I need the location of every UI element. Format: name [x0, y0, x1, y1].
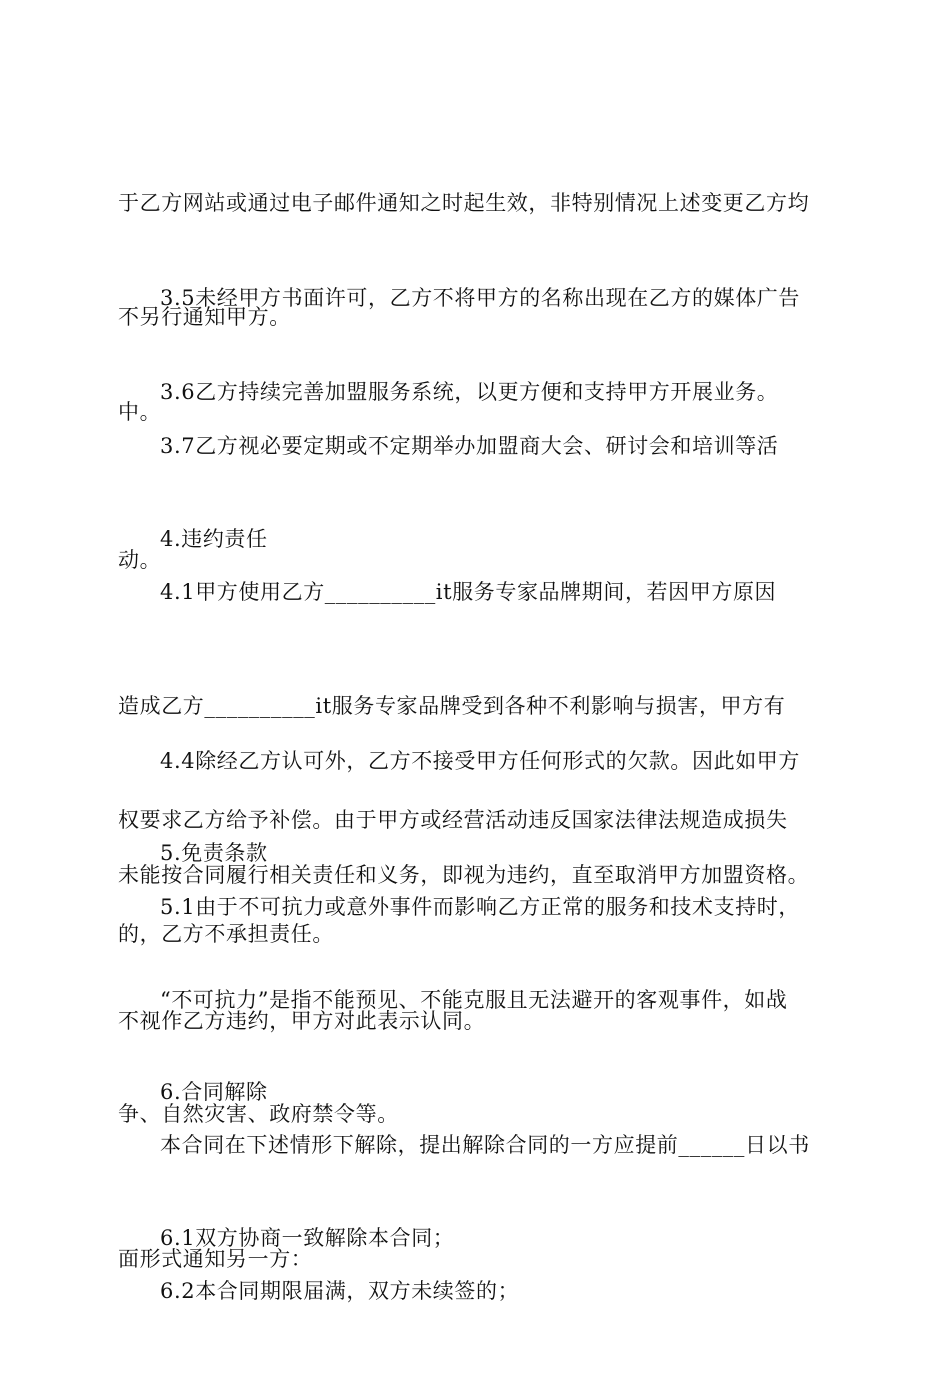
paragraph-line: 动。: [118, 548, 162, 572]
paragraph-line: 本合同在下述情形下解除，提出解除合同的一方应提前______日以书: [160, 1133, 810, 1157]
section-heading: 5.免责条款: [160, 841, 268, 865]
paragraph-line: “不可抗力”是指不能预见、不能克服且无法避开的客观事件，如战: [160, 988, 788, 1012]
paragraph-line: 于乙方网站或通过电子邮件通知之时起生效，非特别情况上述变更乙方均: [118, 191, 810, 215]
paragraph-line: 争、自然灾害、政府禁令等。: [118, 1102, 399, 1126]
section-heading: 4.违约责任: [160, 527, 268, 551]
paragraph-line: 3.6乙方持续完善加盟服务系统，以更方便和支持甲方开展业务。: [160, 380, 779, 404]
paragraph-line: 不视作乙方违约，甲方对此表示认同。: [118, 1009, 486, 1033]
paragraph-line: 中。: [118, 400, 162, 424]
paragraph-line: 5.1由于不可抗力或意外事件而影响乙方正常的服务和技术支持时，: [160, 895, 800, 919]
paragraph-line: 3.5未经甲方书面许可，乙方不将甲方的名称出现在乙方的媒体广告: [160, 286, 800, 310]
paragraph-line: 面形式通知另一方：: [118, 1247, 313, 1271]
paragraph-line: 4.4除经乙方认可外，乙方不接受甲方任何形式的欠款。因此如甲方: [160, 749, 800, 773]
clause-6-2: [118, 1196, 836, 1386]
paragraph-line: 3.7乙方视必要定期或不定期举办加盟商大会、研讨会和培训等活: [160, 434, 779, 458]
paragraph-line: 权要求乙方给予补偿。由于甲方或经营活动违反国家法律法规造成损失: [118, 808, 788, 832]
paragraph-line: 造成乙方__________it服务专家品牌受到各种不利影响与损害，甲方有: [118, 694, 786, 718]
paragraph-line: 未能按合同履行相关责任和义务，即视为违约，直至取消甲方加盟资格。: [118, 863, 810, 887]
paragraph-line: 的，乙方不承担责任。: [118, 922, 334, 946]
paragraph-line: 6.2本合同期限届满，双方未续签的；: [160, 1279, 520, 1303]
paragraph-line: 不另行通知甲方。: [118, 305, 291, 329]
section-heading: 6.合同解除: [160, 1080, 268, 1104]
paragraph-line: 6.1双方协商一致解除本合同；: [160, 1226, 455, 1250]
paragraph-line: 4.1甲方使用乙方__________it服务专家品牌期间，若因甲方原因: [160, 580, 777, 604]
